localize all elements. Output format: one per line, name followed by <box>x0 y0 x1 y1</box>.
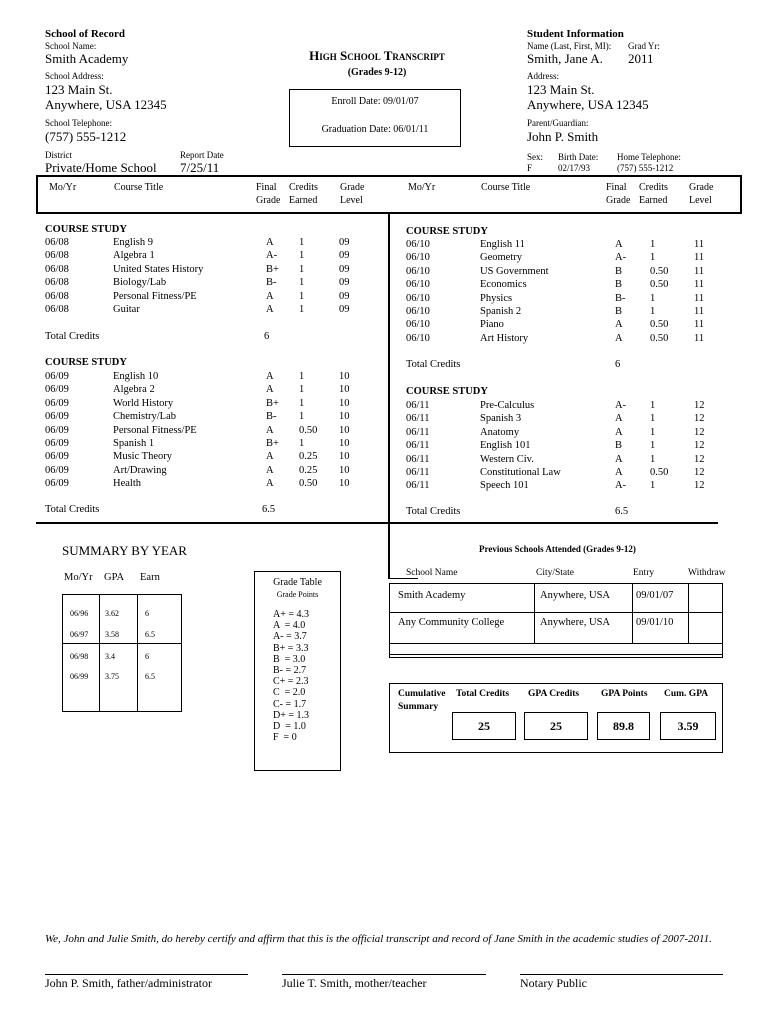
summary-table <box>62 594 182 712</box>
prev-col-withdraw: Withdraw <box>688 568 726 578</box>
grade-point-item: D = 1.0 <box>273 721 306 732</box>
course-credits: 1 <box>650 306 656 317</box>
summary-row-earn: 6.5 <box>145 672 155 681</box>
col-level-right: Level <box>689 195 712 206</box>
section-heading: COURSE STUDY <box>45 224 127 235</box>
course-level: 10 <box>339 451 350 463</box>
course-level: 12 <box>694 453 705 465</box>
grade-point-item: B- = 2.7 <box>273 665 307 676</box>
course-level: 12 <box>694 440 705 452</box>
course-level: 11 <box>694 292 705 304</box>
course-term: 06/08 <box>45 277 69 289</box>
previous-heading: Previous Schools Attended (Grades 9-12) <box>479 544 636 554</box>
course-grade: A- <box>266 250 278 262</box>
school-phone-label: School Telephone: <box>45 118 112 128</box>
school-name-label: School Name: <box>45 41 97 51</box>
course-credits: 0.50 <box>299 424 318 436</box>
summary-row-gpa: 3.4 <box>105 652 115 661</box>
course-term: 06/09 <box>45 464 69 476</box>
course-credits: 1 <box>299 371 305 382</box>
course-level: 09 <box>339 237 350 248</box>
course-grade: A <box>615 426 623 438</box>
col-gradelevel-right: Grade <box>689 182 714 193</box>
total-credits-label: Total Credits <box>45 331 100 342</box>
course-grade: A <box>615 319 623 331</box>
course-credits: 0.25 <box>299 464 318 476</box>
certification-text: We, John and Julie Smith, do hereby certify and affirm that this is the official transcript and record of Jane Smith in the academic studies of 2007-2011. <box>45 933 712 945</box>
grade-table-subtitle: Grade Points <box>276 590 319 599</box>
course-grade: B+ <box>266 438 279 449</box>
course-title: Geometry <box>480 252 522 264</box>
total-credits-value: 6.5 <box>615 506 629 517</box>
course-grade: B <box>615 279 623 291</box>
course-level: 10 <box>339 371 350 382</box>
course-credits: 0.50 <box>650 319 669 331</box>
course-title: Biology/Lab <box>113 277 167 289</box>
course-grade: A <box>266 451 274 463</box>
course-grade: A <box>266 237 274 248</box>
total-credits-value: 6 <box>615 359 621 370</box>
total-credits-label: Total Credits <box>406 359 461 370</box>
cum-gpa-heading: Cum. GPA <box>664 689 709 699</box>
course-term: 06/11 <box>406 400 430 411</box>
course-credits: 1 <box>650 400 656 411</box>
student-name: Smith, Jane A. <box>527 51 603 66</box>
grade-point-item: A- = 3.7 <box>273 631 307 643</box>
course-credits: 1 <box>650 440 656 452</box>
signature-notary: Notary Public <box>520 976 587 990</box>
course-level: 11 <box>694 252 705 264</box>
course-credits: 1 <box>299 290 305 302</box>
course-term: 06/10 <box>406 252 430 264</box>
district-value: Private/Home School <box>45 160 157 175</box>
section-heading: COURSE STUDY <box>45 357 127 368</box>
course-term: 06/09 <box>45 438 69 449</box>
student-heading: Student Information <box>527 28 624 40</box>
course-grade: A- <box>615 480 627 492</box>
course-term: 06/10 <box>406 306 430 317</box>
course-grade: B+ <box>266 263 279 275</box>
transcript-subtitle: (Grades 9-12) <box>347 67 407 78</box>
col-credits-right: Credits <box>639 182 668 193</box>
course-level: 10 <box>339 438 350 449</box>
course-grade: A <box>266 304 274 315</box>
course-level: 10 <box>339 478 350 490</box>
birth-date: 02/17/93 <box>558 163 591 173</box>
course-level: 11 <box>694 332 705 344</box>
course-credits: 0.25 <box>299 451 318 463</box>
col-earned-right: Earned <box>639 195 668 206</box>
column-header-box <box>36 175 742 214</box>
summary-row-moyr: 06/98 <box>70 652 89 661</box>
course-term: 06/10 <box>406 332 430 344</box>
course-level: 10 <box>339 464 350 476</box>
sex-value: F <box>527 163 533 173</box>
course-grade: A <box>266 424 274 436</box>
course-grade: A <box>615 239 623 250</box>
course-credits: 1 <box>299 277 305 289</box>
summary-col-earn: Earn <box>140 572 160 583</box>
total-credits-value: 6.5 <box>262 504 276 515</box>
signature-mother: Julie T. Smith, mother/teacher <box>282 976 427 990</box>
col-gradelevel-left: Grade <box>340 182 365 193</box>
report-date-label: Report Date <box>180 150 224 160</box>
course-level: 12 <box>694 413 705 425</box>
course-title: Spanish 2 <box>480 306 522 317</box>
section-heading: COURSE STUDY <box>406 386 488 397</box>
student-name-label: Name (Last, First, MI): <box>527 41 612 51</box>
center-divider <box>388 213 390 579</box>
course-level: 11 <box>694 306 705 317</box>
course-credits: 1 <box>650 426 656 438</box>
student-address-label: Address: <box>527 71 559 81</box>
col-level-left: Level <box>340 195 363 206</box>
course-level: 09 <box>339 304 350 315</box>
summary-row-earn: 6 <box>145 609 149 618</box>
course-grade: A <box>266 464 274 476</box>
signature-line-3 <box>520 974 723 975</box>
enroll-date: Enroll Date: 09/01/07 <box>331 96 419 107</box>
course-level: 09 <box>339 290 350 302</box>
course-term: 06/08 <box>45 304 69 315</box>
course-term: 06/09 <box>45 371 69 382</box>
col-final-right: Final <box>606 182 627 193</box>
course-level: 09 <box>339 250 350 262</box>
course-title: Health <box>113 478 141 490</box>
course-credits: 1 <box>299 397 305 409</box>
course-credits: 0.50 <box>650 279 669 291</box>
course-credits: 1 <box>650 413 656 425</box>
course-term: 06/09 <box>45 384 69 396</box>
course-title: English 101 <box>480 440 531 452</box>
course-credits: 1 <box>650 453 656 465</box>
course-credits: 1 <box>650 252 656 264</box>
course-credits: 1 <box>650 480 656 492</box>
prev-col-name: School Name <box>406 568 458 578</box>
cumulative-summary <box>389 683 723 753</box>
gpa-credits-box: 25 <box>524 712 588 740</box>
cum-gpa-box: 3.59 <box>660 712 716 740</box>
summary-col-moyr: Mo/Yr <box>64 572 93 583</box>
course-term: 06/09 <box>45 397 69 409</box>
course-credits: 1 <box>299 263 305 275</box>
course-credits: 1 <box>650 292 656 304</box>
school-phone: (757) 555-1212 <box>45 129 127 144</box>
summary-row-gpa: 3.58 <box>105 630 119 639</box>
course-title: Chemistry/Lab <box>113 411 176 423</box>
student-address-line2: Anywhere, USA 12345 <box>527 97 649 112</box>
col-course-left: Course Title <box>114 182 164 193</box>
course-title: United States History <box>113 263 204 275</box>
course-grade: A <box>615 453 623 465</box>
grade-point-item: B = 3.0 <box>273 653 306 665</box>
col-moyr-left: Mo/Yr <box>49 182 77 193</box>
course-credits: 0.50 <box>299 478 318 490</box>
school-address-label: School Address: <box>45 71 104 81</box>
course-level: 10 <box>339 397 350 409</box>
course-level: 11 <box>694 279 705 291</box>
course-title: World History <box>113 397 174 409</box>
prev-col-city: City/State <box>536 568 574 578</box>
col-credits-left: Credits <box>289 182 318 193</box>
guardian-name: John P. Smith <box>527 129 599 144</box>
course-title: English 11 <box>480 239 525 250</box>
col-grade-right: Grade <box>606 195 631 206</box>
school-heading: School of Record <box>45 28 126 40</box>
course-term: 06/10 <box>406 319 430 331</box>
gpa-credits-heading: GPA Credits <box>528 689 580 699</box>
birth-date-label: Birth Date: <box>558 152 599 162</box>
course-title: Art History <box>480 332 529 344</box>
gpa-points-heading: GPA Points <box>601 689 648 699</box>
course-title: Personal Fitness/PE <box>113 424 197 436</box>
course-credits: 1 <box>299 411 305 423</box>
prev-school-entry: 09/01/07 <box>636 590 674 601</box>
course-title: Western Civ. <box>480 453 534 465</box>
summary-heading: SUMMARY BY YEAR <box>62 543 187 558</box>
grad-year-label: Grad Yr: <box>628 41 660 51</box>
grade-point-item: F = 0 <box>273 732 297 744</box>
course-title: Guitar <box>113 304 140 315</box>
course-term: 06/08 <box>45 290 69 302</box>
course-level: 11 <box>694 265 705 277</box>
course-term: 06/11 <box>406 413 430 425</box>
course-title: Spanish 3 <box>480 413 522 425</box>
total-credits-value: 6 <box>264 331 270 342</box>
course-level: 12 <box>694 467 705 478</box>
school-name: Smith Academy <box>45 51 129 66</box>
summary-row-gpa: 3.62 <box>105 609 119 618</box>
prev-school-city: Anywhere, USA <box>540 590 610 601</box>
course-term: 06/11 <box>406 453 430 465</box>
course-grade: B <box>615 440 623 452</box>
course-grade: A- <box>615 400 627 411</box>
sex-label: Sex: <box>527 152 544 162</box>
course-title: Algebra 1 <box>113 250 155 262</box>
summary-row-gpa: 3.75 <box>105 672 119 681</box>
course-credits: 1 <box>299 438 305 449</box>
grade-point-item: A = 4.0 <box>273 620 306 632</box>
course-level: 10 <box>339 424 350 436</box>
prev-school-name: Any Community College <box>398 617 505 628</box>
signature-father: John P. Smith, father/administrator <box>45 976 212 990</box>
course-grade: B <box>615 306 623 317</box>
course-title: English 10 <box>113 371 159 382</box>
course-title: English 9 <box>113 237 153 248</box>
course-level: 09 <box>339 263 350 275</box>
course-grade: A <box>266 371 274 382</box>
section-divider <box>36 522 718 524</box>
report-date: 7/25/11 <box>180 160 220 175</box>
course-term: 06/11 <box>406 467 430 478</box>
signature-line-2 <box>282 974 486 975</box>
course-title: Speech 101 <box>480 480 529 492</box>
summary-label: Summary <box>398 702 439 712</box>
course-term: 06/08 <box>45 237 69 248</box>
grade-table-title: Grade Table <box>273 577 322 588</box>
course-term: 06/10 <box>406 279 430 291</box>
col-earned-left: Earned <box>289 195 318 206</box>
home-phone: (757) 555-1212 <box>617 163 674 173</box>
grade-point-item: B+ = 3.3 <box>273 642 309 654</box>
course-term: 06/08 <box>45 263 69 275</box>
course-term: 06/09 <box>45 424 69 436</box>
cumulative-label: Cumulative <box>398 689 446 699</box>
course-title: Spanish 1 <box>113 438 155 449</box>
col-final-left: Final <box>256 182 277 193</box>
course-term: 06/10 <box>406 239 430 250</box>
course-title: Physics <box>480 292 513 304</box>
course-credits: 0.50 <box>650 467 669 478</box>
course-title: Piano <box>480 319 504 331</box>
course-grade: B- <box>266 277 277 289</box>
course-grade: B <box>615 265 623 277</box>
course-credits: 1 <box>299 237 305 248</box>
course-title: Art/Drawing <box>113 464 167 476</box>
course-term: 06/09 <box>45 411 69 423</box>
col-moyr-right: Mo/Yr <box>408 182 436 193</box>
school-address-line1: 123 Main St. <box>45 82 113 97</box>
course-grade: A- <box>615 252 627 264</box>
total-credits-heading: Total Credits <box>456 689 510 699</box>
course-level: 10 <box>339 411 350 423</box>
course-credits: 1 <box>299 304 305 315</box>
student-address-line1: 123 Main St. <box>527 82 595 97</box>
course-credits: 0.50 <box>650 265 669 277</box>
summary-row-moyr: 06/99 <box>70 672 89 681</box>
prev-school-city: Anywhere, USA <box>540 617 610 628</box>
course-credits: 1 <box>650 239 656 250</box>
summary-row-moyr: 06/97 <box>70 630 89 639</box>
course-level: 12 <box>694 426 705 438</box>
course-level: 09 <box>339 277 350 289</box>
grade-point-item: C- = 1.7 <box>273 698 307 710</box>
summary-row-moyr: 06/96 <box>70 609 89 618</box>
course-title: Algebra 2 <box>113 384 155 396</box>
enrollment-box <box>289 89 461 147</box>
course-credits: 0.50 <box>650 332 669 344</box>
grad-year: 2011 <box>628 51 654 66</box>
section-heading: COURSE STUDY <box>406 226 488 237</box>
signature-line-1 <box>45 974 248 975</box>
course-level: 11 <box>694 319 705 331</box>
prev-school-name: Smith Academy <box>398 590 466 601</box>
course-title: Constitutional Law <box>480 467 561 478</box>
course-term: 06/09 <box>45 451 69 463</box>
course-term: 06/11 <box>406 426 430 438</box>
col-grade-left: Grade <box>256 195 281 206</box>
course-title: Anatomy <box>480 426 520 438</box>
col-course-right: Course Title <box>481 182 531 193</box>
course-title: US Government <box>480 265 549 277</box>
transcript-title: High School Transcript <box>309 48 445 63</box>
course-title: Personal Fitness/PE <box>113 290 197 302</box>
home-phone-label: Home Telephone: <box>617 152 681 162</box>
grade-point-item: C = 2.0 <box>273 687 306 699</box>
prev-col-entry: Entry <box>633 568 655 578</box>
course-credits: 1 <box>299 384 305 396</box>
course-level: 12 <box>694 480 705 492</box>
guardian-label: Parent/Guardian: <box>527 118 589 128</box>
gpa-points-box: 89.8 <box>597 712 650 740</box>
grade-point-item: D+ = 1.3 <box>273 709 310 721</box>
course-term: 06/08 <box>45 250 69 262</box>
grade-point-item: A+ = 4.3 <box>273 609 310 620</box>
course-term: 06/09 <box>45 478 69 490</box>
course-grade: A <box>266 384 274 396</box>
summary-col-gpa: GPA <box>104 572 125 583</box>
course-grade: A <box>615 332 623 344</box>
previous-schools-table <box>389 583 723 658</box>
course-grade: B+ <box>266 397 279 409</box>
district-label: District <box>45 150 72 160</box>
course-title: Pre-Calculus <box>480 400 535 411</box>
course-title: Economics <box>480 279 527 291</box>
school-address-line2: Anywhere, USA 12345 <box>45 97 167 112</box>
grade-point-item: C+ = 2.3 <box>273 676 309 688</box>
course-grade: A <box>615 467 623 478</box>
course-term: 06/11 <box>406 440 430 452</box>
course-level: 10 <box>339 384 350 396</box>
total-credits-label: Total Credits <box>45 504 100 515</box>
course-term: 06/11 <box>406 480 430 492</box>
course-level: 12 <box>694 400 705 411</box>
course-grade: B- <box>615 292 626 304</box>
course-grade: A <box>266 478 274 490</box>
total-credits-label: Total Credits <box>406 506 461 517</box>
course-term: 06/10 <box>406 292 430 304</box>
prev-school-entry: 09/01/10 <box>636 617 674 628</box>
course-grade: A <box>266 290 274 302</box>
grade-table <box>254 571 341 771</box>
course-level: 11 <box>694 239 705 250</box>
course-grade: A <box>615 413 623 425</box>
graduation-date: Graduation Date: 06/01/11 <box>321 124 429 135</box>
summary-row-earn: 6 <box>145 652 149 661</box>
summary-row-earn: 6.5 <box>145 630 155 639</box>
course-grade: B- <box>266 411 277 423</box>
course-credits: 1 <box>299 250 305 262</box>
course-term: 06/10 <box>406 265 430 277</box>
total-credits-box: 25 <box>452 712 516 740</box>
course-title: Music Theory <box>113 451 173 463</box>
